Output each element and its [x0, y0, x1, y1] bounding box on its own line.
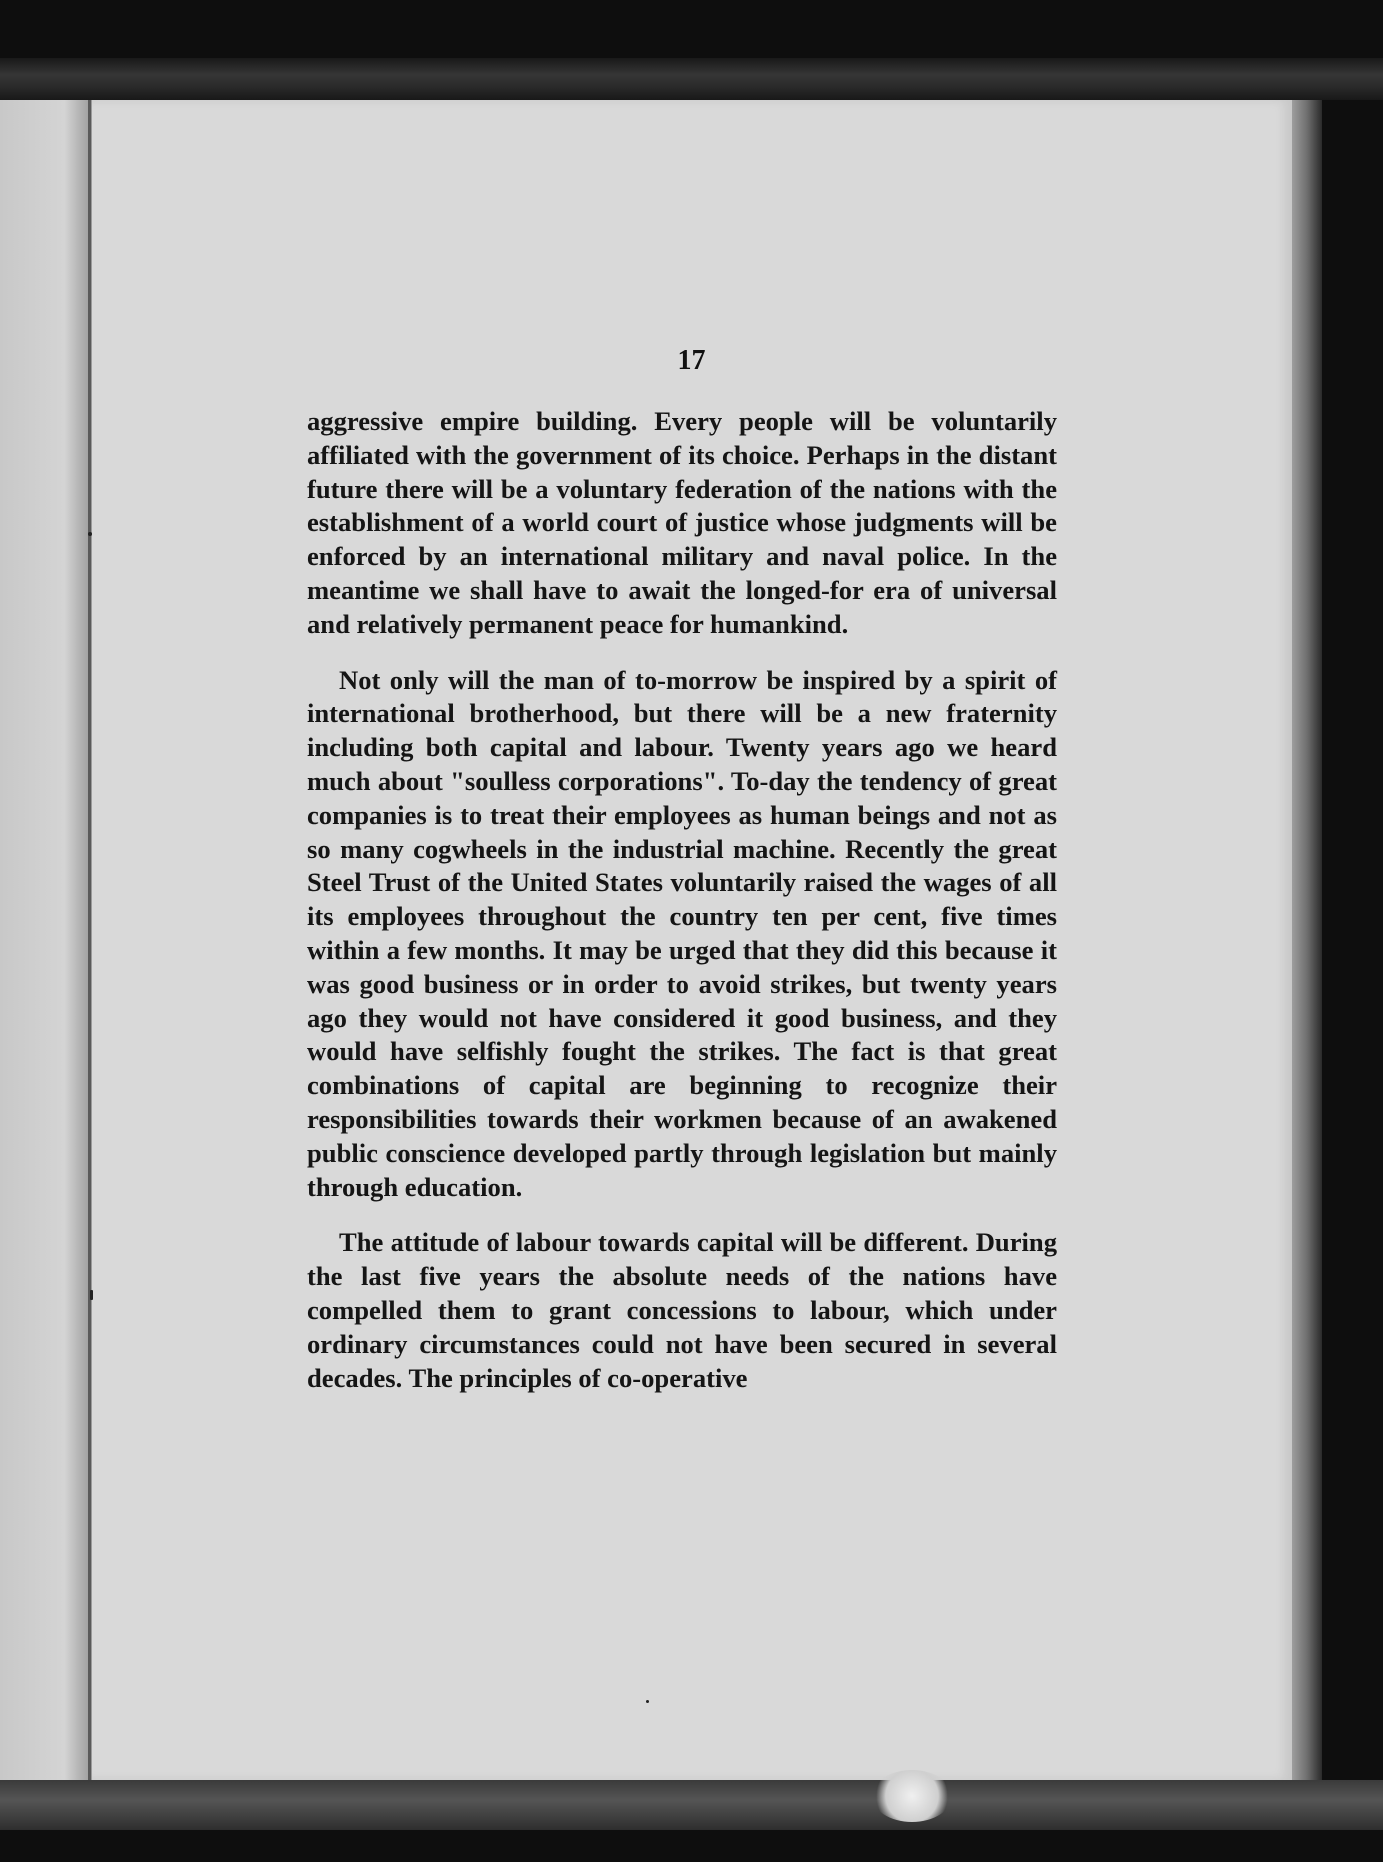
page-number: 17: [677, 345, 706, 376]
scan-bottom-border: [0, 1780, 1383, 1830]
paragraph-3: The attitude of labour towards capital will be different. During the last five years the absolute needs of the nations have compelled them to grant concessions to labour, which under ordinary circumstances could not have been secured in several decades. The principles of co-operative: [307, 1227, 1057, 1393]
margin-speck: [88, 532, 92, 536]
margin-speck: [90, 1290, 93, 1300]
paragraph-1: aggressive empire building. Every people will be voluntarily affiliated with the government of its choice. Perhaps in the distant future there will be a voluntary federation of the nations with the establishment of a world court of justice whose judgments will be enforced by an international military and naval police. In the meantime we shall have to await the longed-for era of universal and relatively permanent peace for humankind.: [307, 406, 1057, 639]
paper-stain: [872, 1770, 952, 1822]
page-speck: [646, 1700, 649, 1703]
paragraph-2: Not only will the man of to-morrow be inspired by a spirit of international brotherhood, but there will be a new fraternity including both capital and labour. Twenty years ago we heard much about "soulless corporations". To-day the tendency of great companies is to treat their employees as human beings and not as so many cogwheels in the industrial machine. Recently the great Steel Trust of the United States voluntarily raised the wages of all its employees throughout the country ten per cent, five times within a few months. It may be urged that they did this because it was good business or in order to avoid strikes, but twenty years ago they would not have considered it good business, and they would have selfishly fought the strikes. The fact is that great combinations of capital are beginning to recognize their responsibilities towards their workmen because of an awakened public conscience developed partly through legislation but mainly through education.: [307, 664, 1057, 1202]
scan-top-border: [0, 58, 1383, 100]
body-text: [307, 405, 1057, 1417]
